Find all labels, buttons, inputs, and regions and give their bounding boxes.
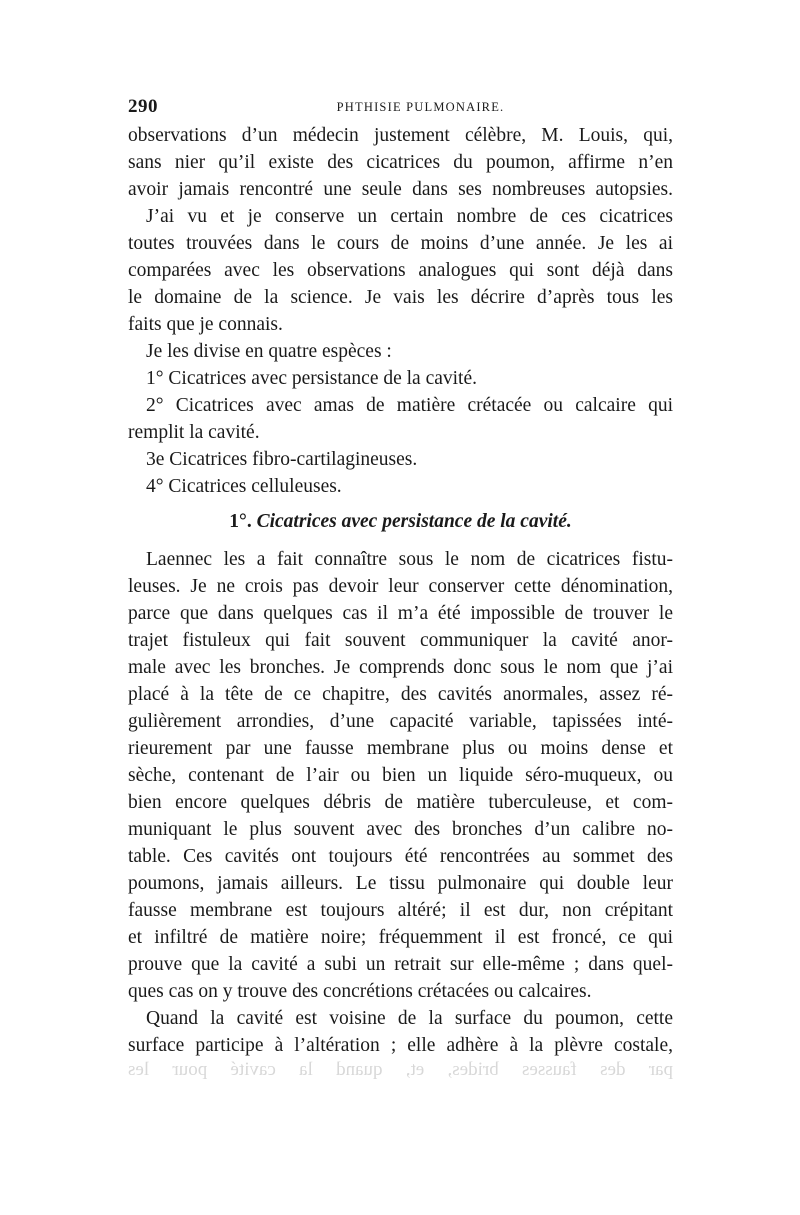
text-line: ques cas on y trouve des concrétions crétacées ou calcaires.: [128, 981, 592, 1002]
list-intro: Je les divise en quatre espèces :: [146, 341, 392, 362]
text-line: le domaine de la science. Je vais les décrire d’après tous les: [128, 287, 673, 308]
list-item-continuation: remplit la cavité.: [128, 422, 260, 443]
text-line: bien encore quelques débris de matière tuberculeuse, et com-: [128, 792, 673, 813]
list-item: 2° Cicatrices avec amas de matière crétacée ou calcaire qui: [146, 395, 673, 416]
text-line: placé à la tête de ce chapitre, des cavités anormales, assez ré-: [128, 684, 673, 705]
text-line: table. Ces cavités ont toujours été rencontrées au sommet des: [128, 846, 673, 867]
paragraph-continuation: [128, 122, 673, 203]
text-line: parce que dans quelques cas il m’a été impossible de trouver le: [128, 603, 673, 624]
text-line: prouve que la cavité a subi un retrait sur elle-même ; dans quel-: [128, 954, 673, 975]
text-line: gulièrement arrondies, d’une capacité variable, tapissées inté-: [128, 711, 673, 732]
text-line: Laennec les a fait connaître sous le nom de cicatrices fistu-: [146, 549, 673, 570]
text-line: faits que je connais.: [128, 314, 283, 335]
paragraph-surface: [128, 1005, 673, 1059]
page-number: 290: [128, 96, 158, 117]
paragraph-scars: [128, 203, 673, 338]
text-line: toutes trouvées dans le cours de moins d’une année. Je les ai: [128, 233, 673, 254]
text-line: leuses. Je ne crois pas devoir leur conserver cette dénomination,: [128, 576, 673, 597]
text-line: trajet fistuleux qui fait souvent communiquer la cavité anor-: [128, 630, 673, 651]
section-number: 1°.: [229, 511, 252, 532]
text-line: Quand la cavité est voisine de la surface du poumon, cette: [146, 1008, 673, 1029]
text-line: poumons, jamais ailleurs. Le tissu pulmonaire qui double leur: [128, 873, 673, 894]
text-line: avoir jamais rencontré une seule dans ses nombreuses autopsies.: [128, 179, 673, 200]
text-line: muniquant le plus souvent avec des bronches d’un calibre no-: [128, 819, 673, 840]
list-item: 3e Cicatrices fibro-cartilagineuses.: [146, 449, 418, 470]
text-line: J’ai vu et je conserve un certain nombre de ces cicatrices: [146, 206, 673, 227]
paragraph-laennec: [128, 546, 673, 1005]
section-title: Cicatrices avec persistance de la cavité.: [256, 511, 572, 532]
text-line: male avec les bronches. Je comprends donc sous le nom que j’ai: [128, 657, 673, 678]
species-list: [128, 365, 673, 500]
text-line: sans nier qu’il existe des cicatrices du poumon, affirme n’en: [128, 152, 673, 173]
text-line: sèche, contenant de l’air ou bien un liquide séro-muqueux, ou: [128, 765, 673, 786]
text-line: comparées avec les observations analogues qui sont déjà dans: [128, 260, 673, 281]
text-line: fausse membrane est toujours altéré; il est dur, non crépitant: [128, 900, 673, 921]
page-header: [128, 96, 673, 122]
list-item: 1° Cicatrices avec persistance de la cavité.: [146, 368, 478, 389]
text-line: et infiltré de matière noire; fréquemment il est froncé, ce qui: [128, 927, 673, 948]
text-line: rieurement par une fausse membrane plus ou moins dense et: [128, 738, 673, 759]
text-line: observations d’un médecin justement célèbre, M. Louis, qui,: [128, 125, 673, 146]
section-heading: [128, 500, 673, 546]
book-page: [128, 96, 673, 1081]
bleed-through-text: par des fausses brides, et, quand la cavité pour les: [128, 1059, 673, 1080]
running-head: PHTHISIE PULMONAIRE.: [336, 100, 505, 114]
list-item: 4° Cicatrices celluleuses.: [146, 476, 342, 497]
text-line: surface participe à l’altération ; elle adhère à la plèvre costale,: [128, 1035, 673, 1056]
